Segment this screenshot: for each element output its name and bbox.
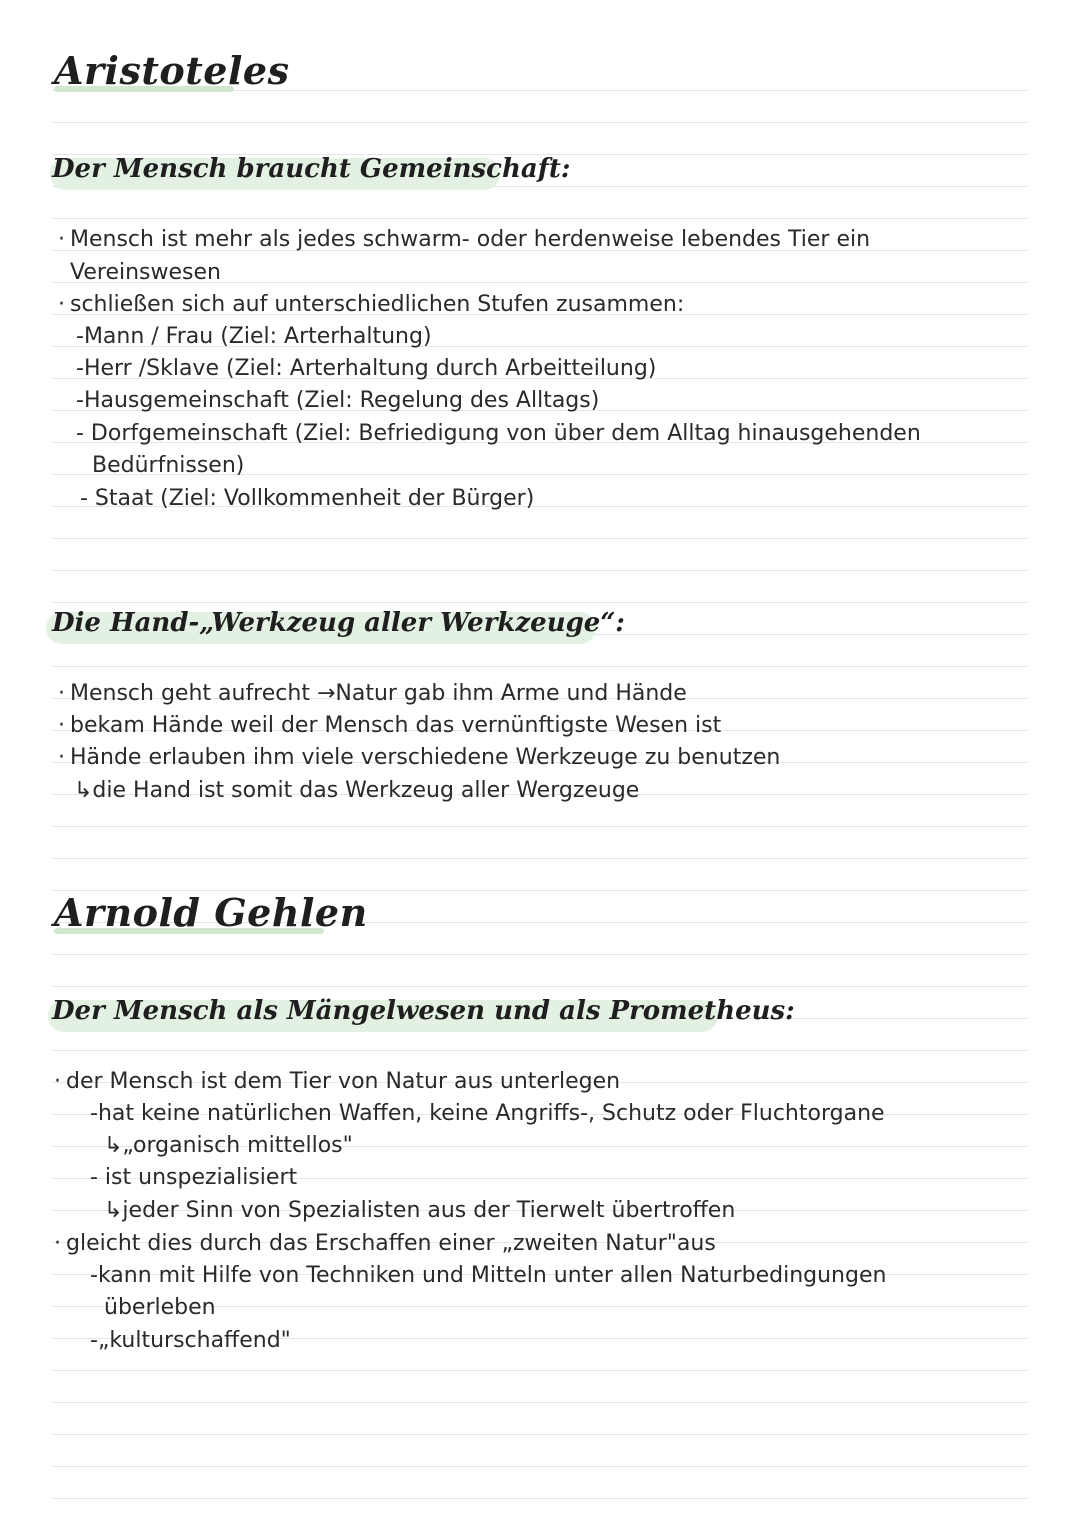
note-line: -hat keine natürlichen Waffen, keine Angriffs-, Schutz oder Fluchtorgane <box>90 1101 885 1126</box>
note-line: · schließen sich auf unterschiedlichen Stufen zusammen: <box>70 291 684 319</box>
note-line: · bekam Hände weil der Mensch das vernünftigste Wesen ist <box>70 712 721 740</box>
note-line: -Hausgemeinschaft (Ziel: Regelung des Alltags) <box>76 388 600 413</box>
note-line: - Staat (Ziel: Vollkommenheit der Bürger) <box>80 486 535 511</box>
note-line: · Hände erlauben ihm viele verschiedene Werkzeuge zu benutzen <box>70 744 780 772</box>
note-line: · Mensch ist mehr als jedes schwarm- oder herdenweise lebendes Tier ein <box>70 226 870 254</box>
note-line: · Mensch geht aufrecht →Natur gab ihm Arme und Hände <box>70 680 687 708</box>
section-heading: Der Mensch als Mängelwesen und als Prometheus: <box>52 996 795 1026</box>
note-line: · der Mensch ist dem Tier von Natur aus unterlegen <box>66 1068 620 1096</box>
note-line: -Mann / Frau (Ziel: Arterhaltung) <box>76 324 432 349</box>
note-line: überleben <box>104 1295 216 1320</box>
note-line: · gleicht dies durch das Erschaffen einer „zweiten Natur"aus <box>66 1230 716 1258</box>
note-line: - Dorfgemeinschaft (Ziel: Befriedigung von über dem Alltag hinausgehenden <box>76 421 921 446</box>
note-line: ↳jeder Sinn von Spezialisten aus der Tierwelt übertroffen <box>104 1198 736 1223</box>
page-title: Aristoteles <box>54 48 290 93</box>
note-line: ↳„organisch mittellos" <box>104 1133 353 1158</box>
note-line: Bedürfnissen) <box>92 453 245 478</box>
page-title: Arnold Gehlen <box>54 890 368 935</box>
section-heading: Die Hand-„Werkzeug aller Werkzeuge“: <box>52 608 625 638</box>
note-line: -kann mit Hilfe von Techniken und Mitteln unter allen Naturbedingungen <box>90 1263 887 1288</box>
note-line: - ist unspezialisiert <box>90 1165 298 1190</box>
section-heading: Der Mensch braucht Gemeinschaft: <box>52 154 571 184</box>
note-line: -Herr /Sklave (Ziel: Arterhaltung durch Arbeitteilung) <box>76 356 657 381</box>
note-line: -„kulturschaffend" <box>90 1328 291 1353</box>
note-line: Vereinswesen <box>70 260 221 285</box>
note-line: ↳die Hand ist somit das Werkzeug aller Wergzeuge <box>74 778 640 803</box>
